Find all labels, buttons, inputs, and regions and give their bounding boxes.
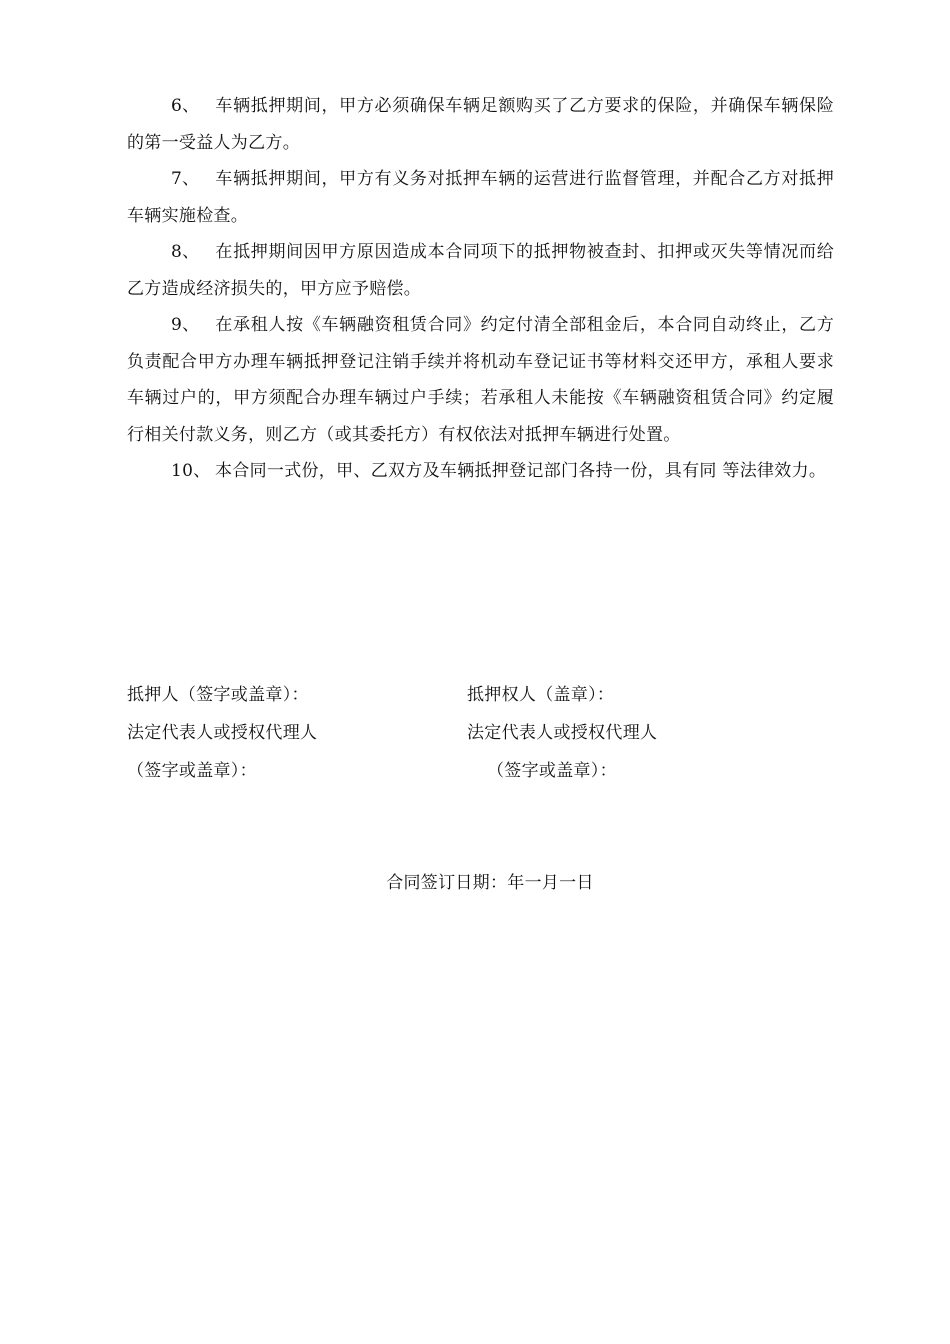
mortgagee-representative-label: 法定代表人或授权代理人	[467, 723, 658, 743]
clause-text: 车辆抵押期间，甲方有义务对抵押车辆的运营进行监督管理，并配合乙方对抵押车辆实施检查。	[127, 169, 834, 226]
contract-clauses	[127, 88, 834, 490]
clause-text: 本合同一式份，甲、乙双方及车辆抵押登记部门各持一份，具有同 等法律效力。	[215, 461, 827, 481]
mortgagor-representative-label: 法定代表人或授权代理人	[127, 723, 318, 743]
clause-number: 10、	[171, 461, 211, 481]
clause-text: 在抵押期间因甲方原因造成本合同项下的抵押物被查封、扣押或灭失等情况而给乙方造成经济损失的，甲方应予赔偿。	[127, 242, 834, 299]
mortgagor-label: 抵押人（签字或盖章）：	[127, 685, 309, 705]
mortgagee-signature-block	[467, 676, 657, 790]
clause-number: 7、	[171, 169, 200, 189]
clause-number: 8、	[171, 242, 200, 262]
clause-8	[127, 234, 834, 307]
clause-6	[127, 88, 834, 161]
mortgagee-label: 抵押权人（盖章）：	[467, 685, 615, 705]
clause-text: 车辆抵押期间，甲方必须确保车辆足额购买了乙方要求的保险，并确保车辆保险的第一受益人为乙方。	[127, 96, 834, 153]
contract-signing-date: 合同签订日期：年一月一日	[386, 873, 594, 893]
clause-10	[127, 453, 834, 490]
clause-number: 9、	[171, 315, 200, 335]
clause-7	[127, 161, 834, 234]
clause-text: 在承租人按《车辆融资租赁合同》约定付清全部租金后，本合同自动终止，乙方负责配合甲方办理车辆抵押登记注销手续并将机动车登记证书等材料交还甲方，承租人要求车辆过户的，甲方须配合办理车辆过户手续；若承租人未能按《车辆融资租赁合同》约定履行相关付款义务，则乙方（或其委托方）有权依法对抵押车辆进行处置。	[127, 315, 834, 445]
clause-9	[127, 307, 834, 453]
clause-number: 6、	[171, 96, 200, 116]
mortgagor-signature-block	[127, 676, 317, 790]
mortgagee-sign-label: （签字或盖章）：	[487, 761, 617, 781]
mortgagor-sign-label: （签字或盖章）：	[127, 761, 257, 781]
